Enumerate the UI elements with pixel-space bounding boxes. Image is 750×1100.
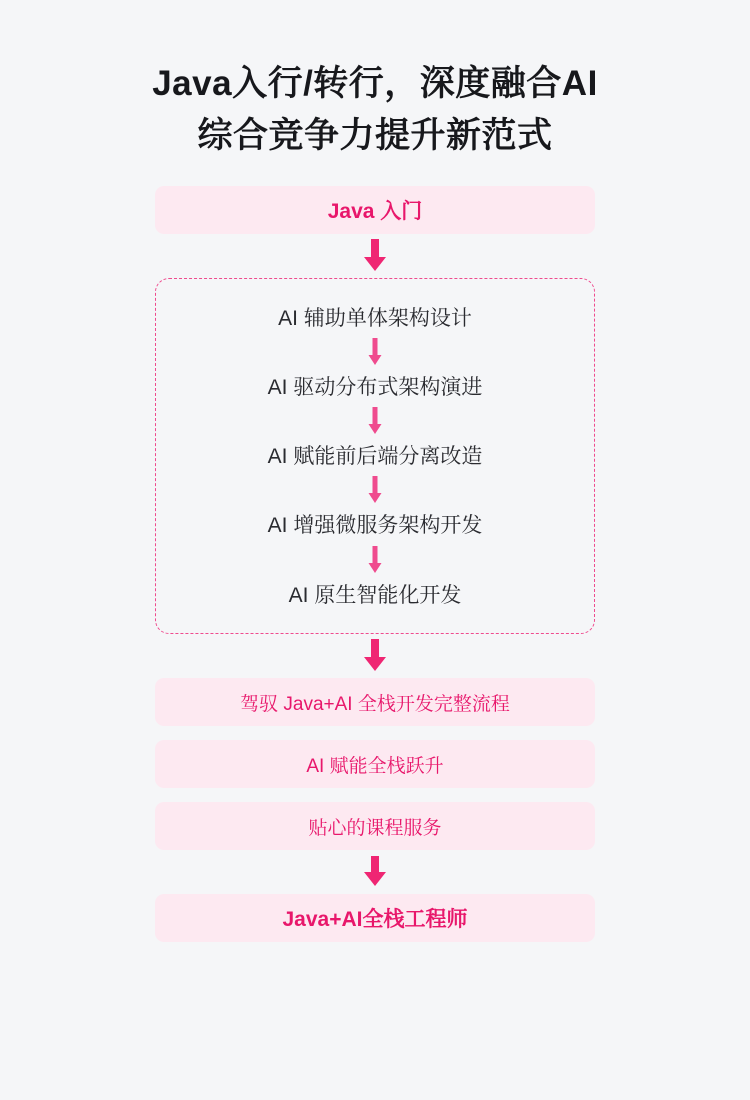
arrow-down-icon (155, 634, 595, 678)
title-line-2: 综合竞争力提升新范式 (197, 115, 553, 155)
stage-item-2: AI 驱动分布式架构演进 (267, 375, 483, 399)
flow-entry-box: Java 入门 (155, 186, 595, 234)
final-role-box: Java+AI全栈工程师 (155, 894, 595, 942)
stage-item-5: AI 原生智能化开发 (288, 583, 462, 607)
arrow-down-icon (155, 850, 595, 894)
outcome-box-3: 贴心的课程服务 (155, 802, 595, 850)
arrow-down-small-icon (156, 470, 594, 512)
outcome-box-2: AI 赋能全栈跃升 (155, 740, 595, 788)
ai-stages-group (155, 278, 595, 634)
arrow-down-small-icon (156, 401, 594, 443)
stage-item-4: AI 增强微服务架构开发 (267, 514, 483, 538)
arrow-down-small-icon (156, 332, 594, 374)
stage-item-1: AI 辅助单体架构设计 (278, 306, 472, 330)
arrow-down-small-icon (156, 540, 594, 582)
title-line-1: Java入行/转行，深度融合AI (152, 64, 598, 103)
page-title (0, 0, 750, 162)
outcome-box-1: 驾驭 Java+AI 全栈开发完整流程 (155, 678, 595, 726)
arrow-down-icon (155, 234, 595, 278)
flow-diagram (155, 162, 595, 942)
stage-item-3: AI 赋能前后端分离改造 (267, 445, 483, 469)
